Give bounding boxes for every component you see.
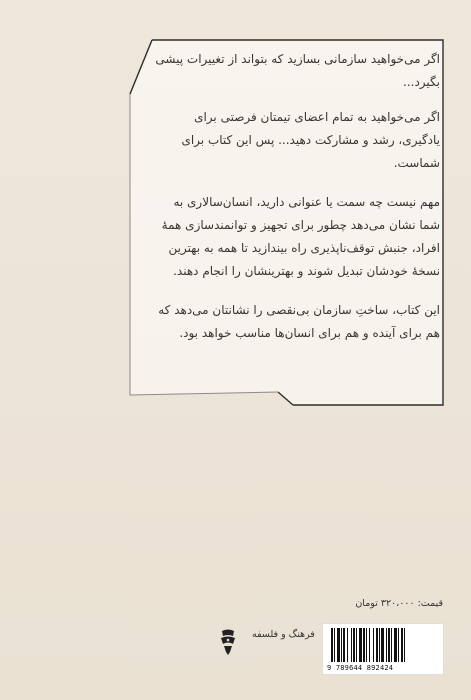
blurb <box>150 48 440 361</box>
price-label: قیمت: ۳۲۰،۰۰۰ تومان <box>355 598 443 609</box>
blurb-paragraph: این کتاب، ساختِ سازمان بی‌نقصی را نشانتان می‌دهد که هم برای آینده و هم برای انسان‌ها مناسب خواهد بود. <box>158 303 440 340</box>
blurb-paragraph: مهم نیست چه سمت یا عنوانی دارید، انسان‌سالاری به شما نشان می‌دهد چطور برای تجهیز و توانمندسازی همهٔ افراد، جنبش توقف‌ناپذیری راه بیندازید تا همه به بهترین نسخهٔ خودشان تبدیل شوند و بهترینشان را انجام دهند. <box>161 195 440 278</box>
blurb-paragraph: اگر می‌خواهید به تمام اعضای تیمتان فرصتی برای یادگیری، رشد و مشارکت دهید... پس این کتاب برای شماست. <box>181 110 440 170</box>
blurb-paragraph: اگر می‌خواهید سازمانی بسازید که بتواند از تغییرات پیشی بگیرد... <box>155 52 440 89</box>
barcode-number: 9 789644 892424 <box>327 664 394 672</box>
barcode <box>322 623 444 675</box>
publisher-logo-icon <box>218 628 238 656</box>
category-label: فرهنگ و فلسفه <box>252 629 315 640</box>
